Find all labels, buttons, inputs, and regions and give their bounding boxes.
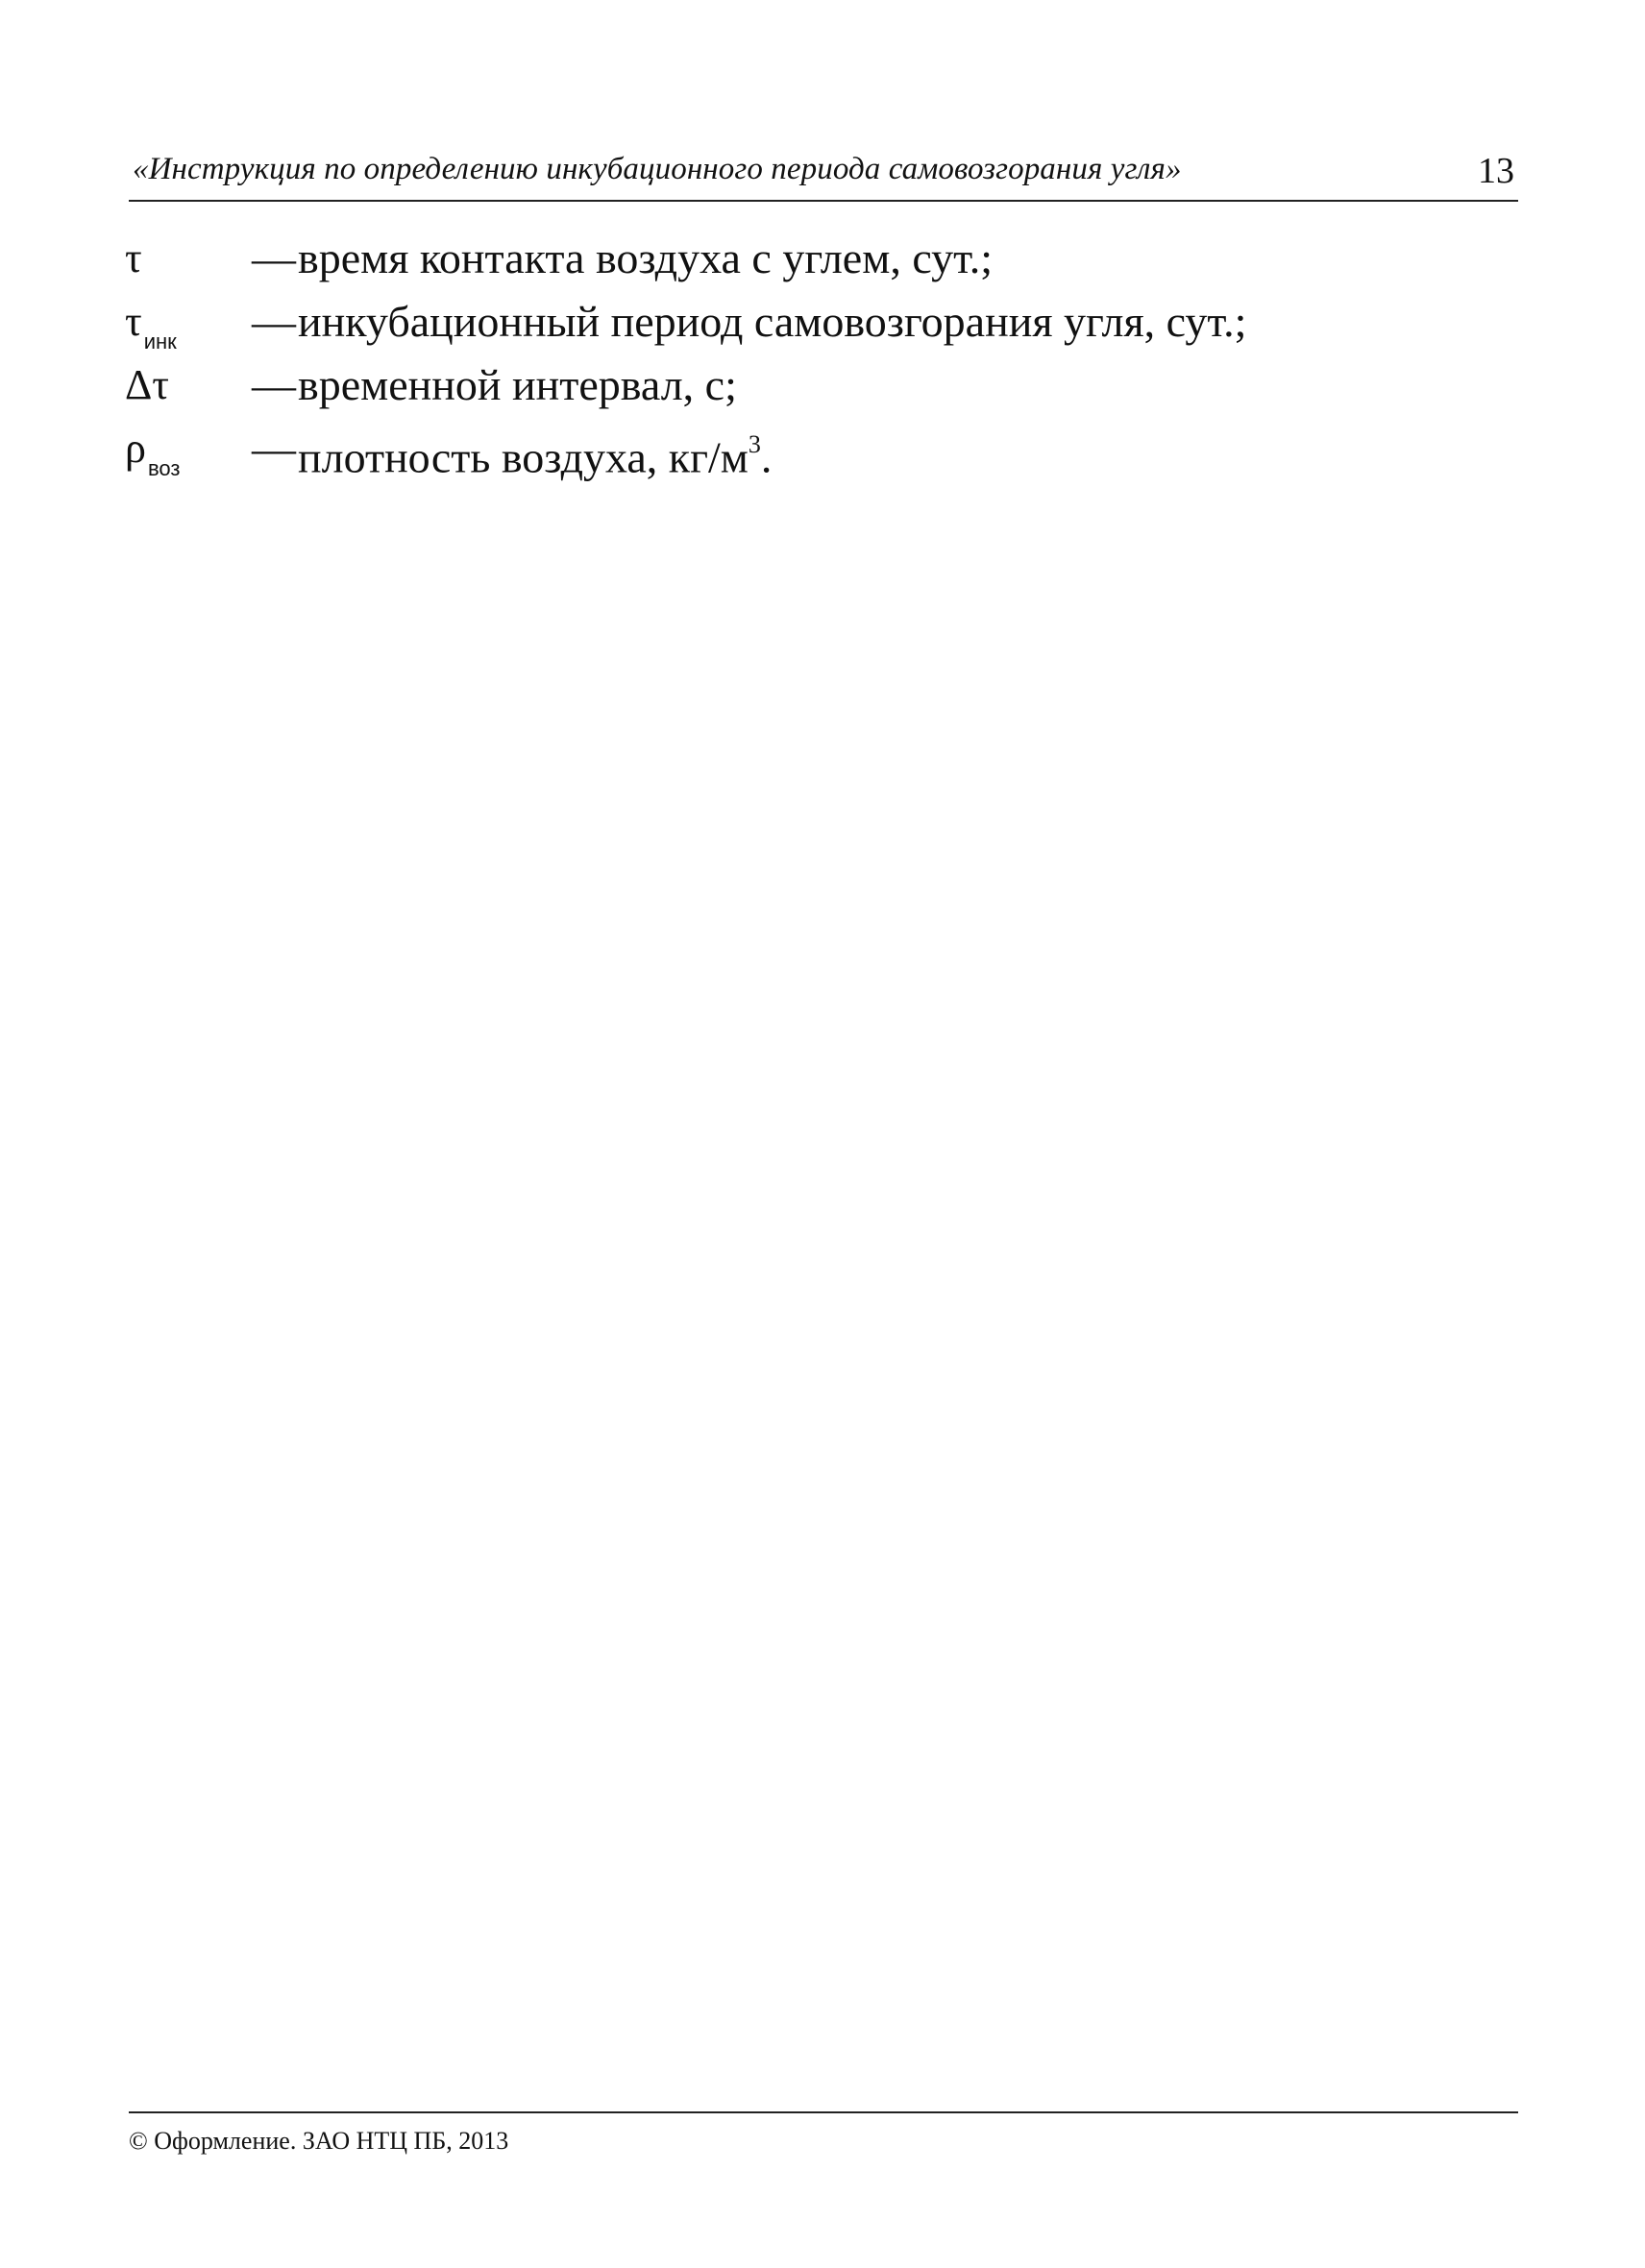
legend-symbol — [125, 425, 180, 479]
legend-symbol — [125, 298, 177, 353]
page-footer — [129, 2111, 1518, 2155]
page-number: 13 — [1478, 151, 1514, 191]
symbol-main: ρ — [125, 425, 146, 472]
legend-description: время контакта воздуха с углем, сут.; — [298, 233, 994, 282]
symbol-legend — [125, 231, 1509, 484]
document-title: «Инструкция по определению инкубационного периода самовозгорания угля» — [133, 152, 1182, 186]
legend-description: временной интервал, с; — [298, 360, 737, 409]
unit-superscript: 3 — [748, 430, 761, 458]
legend-description — [298, 425, 772, 481]
symbol-subscript: воз — [147, 456, 181, 480]
legend-dash: — — [252, 233, 296, 282]
running-header — [129, 144, 1518, 202]
symbol-main: τ — [125, 298, 142, 345]
legend-row-tau — [125, 231, 1509, 294]
copyright-text: © Оформление. ЗАО НТЦ ПБ, 2013 — [129, 2127, 509, 2155]
description-text: плотность воздуха, кг/м — [298, 432, 749, 482]
description-end: . — [760, 432, 773, 482]
legend-symbol — [125, 234, 142, 282]
legend-row-rho — [125, 421, 1509, 484]
symbol-main: τ — [125, 234, 142, 281]
legend-row-tau-ink — [125, 294, 1509, 357]
legend-symbol — [125, 361, 169, 409]
legend-description: инкубационный период самовозгорания угля, сут.; — [298, 297, 1247, 346]
symbol-main: Δτ — [125, 361, 169, 408]
legend-dash: — — [252, 360, 296, 409]
legend-dash: — — [252, 424, 296, 473]
legend-row-delta-tau — [125, 357, 1509, 421]
legend-dash: — — [252, 297, 296, 346]
symbol-subscript: инк — [143, 329, 177, 354]
